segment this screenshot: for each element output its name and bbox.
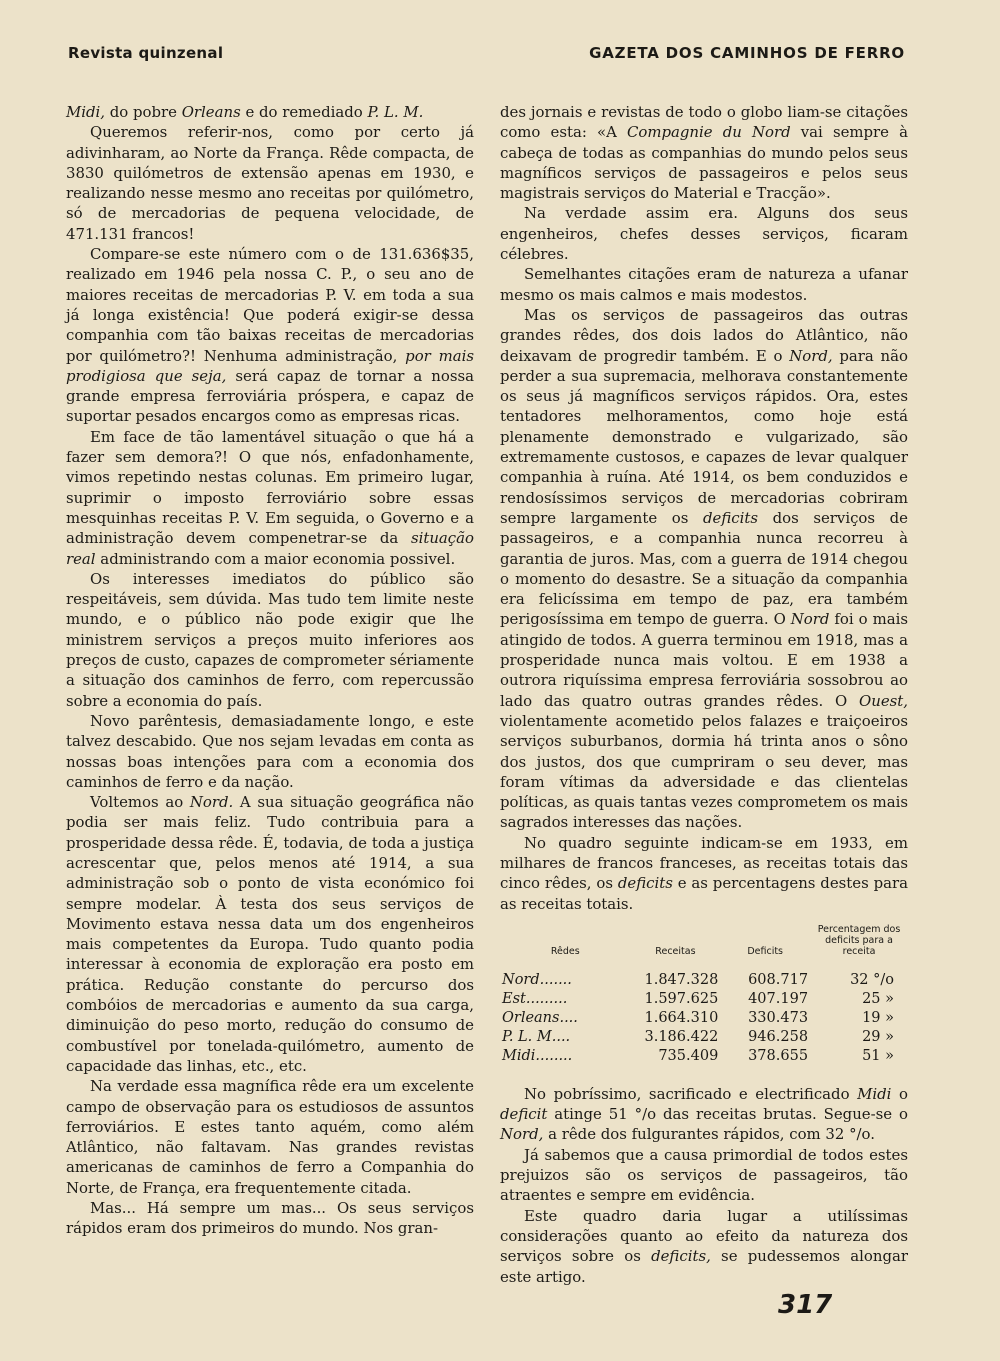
paragraph: Mas os serviços de passageiros das outras grandes rêdes, dos dois lados do Atlântico, não deixavam de progredir também. E o Nord, para não perder a sua supremacia, melhorava constantemente os seus já magníficos serviços rápidos. Ora, estes tentadores melhoramentos, como hoje está plenamente demonstrado e vulgarizado, são extremamente custosos, e capazes de levar qualquer companhia à ruína. Até 1914, os bem conduzidos e rendosíssimos serviços de mercadorias cobriram sempre largamente os deficits dos serviços de passageiros, e a companhia nunca recorreu à garantia de juros. Mas, com a guerra de 1914 chegou o momento do desastre. Se a situação da companhia era felicíssima em tempo de paz, era também perigosíssima em tempo de guerra. O Nord foi o mais atingido de todos. A guerra terminou em 1918, mas a prosperidade nunca mais voltou. E em 1938 a outrora riquíssima empresa ferroviária sossobrou ao lado das quatro outras grandes rêdes. O Ouest, violentamente acometido pelos falazes e traiçoeiros serviços suburbanos, dormia há trinta anos o sôno dos justos, dos que cumpriram o seu dever, mas foram vítimas da adversidade e das clientelas políticas, as quais tantas vezes comprometem os mais sagrados interesses das nações. xyxy=(500,305,909,832)
paragraph: Mas... Há sempre um mas... Os seus serviços rápidos eram dos primeiros do mundo. Nos gran- xyxy=(66,1199,474,1238)
paragraph: Na verdade essa magnífica rêde era um excelente campo de observação para os estudiosos de assuntos ferroviários. E estes tanto aquém, como além Atlântico, não faltavam. Nas grandes revistas americanas de caminhos de ferro a Companhia do Norte, de França, era frequentemente citada. xyxy=(66,1077,474,1197)
paragraph: des jornais e revistas de todo o globo liam-se citações como esta: «A Compagnie du Nord vai sempre à cabeça de todas as companhias do mundo pelos seus magníficos serviços de passageiros e pelos seus magistrais serviços do Material e Tracção». xyxy=(500,103,908,203)
receipts-deficits-table xyxy=(500,924,908,1066)
table-header-row xyxy=(500,924,908,971)
header-section-label: Revista quinzenal xyxy=(68,44,224,62)
right-column xyxy=(500,102,908,1287)
table-cell: 1.664.310 xyxy=(644,1009,719,1026)
table-cell: 735.409 xyxy=(658,1047,719,1064)
column-header: Percentagem dos deficits para a receita xyxy=(817,923,901,957)
table-cell: 25 » xyxy=(862,990,894,1007)
paragraph: Os interesses imediatos do público são respeitáveis, sem dúvida. Mas tudo tem limite neste mundo, e o público não pode exigir que lhe ministrem serviços a preços muito inferiores aos preços de custo, capazes de comprometer sériamente a situação dos caminhos de ferro, com repercussão sobre a economia do país. xyxy=(66,569,474,710)
table-row xyxy=(500,1009,908,1028)
paragraph: Na verdade assim era. Alguns dos seus engenheiros, chefes desses serviços, ficaram célebres. xyxy=(500,204,908,264)
column-header: Deficits xyxy=(747,945,784,957)
table-row xyxy=(500,971,908,990)
header-publication-title: GAZETA DOS CAMINHOS DE FERRO xyxy=(589,44,905,62)
paragraph: No pobríssimo, sacrificado e electrificado Midi o deficit atinge 51 °/o das receitas brutas. Segue-se o Nord, a rêde dos fulgurantes rápidos, com 32 °/o. xyxy=(500,1084,909,1144)
table-row xyxy=(500,990,908,1009)
table-cell: 29 » xyxy=(862,1028,894,1045)
table-cell: 51 » xyxy=(862,1047,894,1064)
table-cell: 3.186.422 xyxy=(644,1028,719,1045)
paragraph: Midi, do pobre Orleans e do remediado P. L. M. xyxy=(66,103,424,121)
left-column xyxy=(66,102,474,1239)
table-row xyxy=(500,1028,908,1047)
table-cell: Midi........ xyxy=(502,1047,573,1064)
table-cell: 608.717 xyxy=(748,971,809,988)
paragraph: Novo parêntesis, demasiadamente longo, e este talvez descabido. Que nos sejam levadas em conta as nossas boas intenções para com a economia dos caminhos de ferro e da nação. xyxy=(66,711,474,791)
table-cell: Orleans.... xyxy=(502,1009,578,1026)
paragraph: Semelhantes citações eram de natureza a ufanar mesmo os mais calmos e mais modestos. xyxy=(500,265,908,304)
paragraph: No quadro seguinte indicam-se em 1933, em milhares de francos franceses, as receitas totais das cinco rêdes, os deficits e as percentagens destes para as receitas totais. xyxy=(500,833,908,913)
table-cell: 1.847.328 xyxy=(644,971,719,988)
paragraph: Voltemos ao Nord. A sua situação geográfica não podia ser mais feliz. Tudo contribuia para a prosperidade dessa rêde. É, todavia, de toda a justiça acrescentar que, pelos menos até 1914, a sua administração sob o ponto de vista económico foi sempre modelar. À testa dos seus serviços de Movimento estava nessa data um dos engenheiros mais competentes da Europa. Tudo quanto podia interessar à economia de exploração era posto em prática. Redução constante do percurso dos combóios de mercadorias e aumento da sua carga, diminuição do peso morto, redução do consumo de combustível por tonelada-quilómetro, aumento de capacidade das linhas, etc., etc. xyxy=(66,793,474,1075)
table-cell: 378.655 xyxy=(748,1047,809,1064)
table-cell: 19 » xyxy=(862,1009,894,1026)
table-cell: Est......... xyxy=(502,990,568,1007)
table-cell: 946.258 xyxy=(748,1028,809,1045)
page-number: 317 xyxy=(778,1290,833,1320)
table-cell: 407.197 xyxy=(748,990,809,1007)
paragraph: Este quadro daria lugar a utilíssimas considerações quanto ao efeito da natureza dos serviços sobre os deficits, se pudessemos alongar este artigo. xyxy=(500,1206,908,1286)
table-cell: 1.597.625 xyxy=(644,990,719,1007)
column-header: Rêdes xyxy=(550,945,580,957)
paragraph: Já sabemos que a causa primordial de todos estes prejuizos são os serviços de passageiros, tão atraentes e sempre em evidência. xyxy=(500,1145,908,1205)
table-cell: 32 °/o xyxy=(850,971,894,988)
table-cell: P. L. M.... xyxy=(502,1028,571,1045)
table-cell: 330.473 xyxy=(748,1009,809,1026)
paragraph: Compare-se este número com o de 131.636$35, realizado em 1946 pela nossa C. P., o seu ano de maiores receitas de mercadorias P. V. em toda a sua já longa existência! Que poderá exigir-se dessa companhia com tão baixas receitas de mercadorias por quilómetro?! Nenhuma administração, por mais prodigiosa que seja, será capaz de tornar a nossa grande empresa ferroviária próspera, e capaz de suportar pesados encargos como as empresas ricas. xyxy=(66,245,474,426)
paragraph: Queremos referir-nos, como por certo já adivinharam, ao Norte da França. Rêde compacta, de 3830 quilómetros de extensão apenas em 1930, e realizando nesse mesmo ano receitas por quilómetro, só de mercadorias de pequena velocidade, de 471.131 francos! xyxy=(66,123,474,243)
paragraph: Em face de tão lamentável situação o que há a fazer sem demora?! O que nós, enfadonhamente, vimos repetindo nestas colunas. Em primeiro lugar, suprimir o imposto ferroviário sobre essas mesquinhas receitas P. V. Em seguida, o Governo e a administração devem compenetrar-se da situação real administrando com a maior economia possivel. xyxy=(66,427,474,568)
table-row xyxy=(500,1047,908,1066)
column-header: Receitas xyxy=(655,945,696,957)
table-cell: Nord....... xyxy=(502,971,572,988)
